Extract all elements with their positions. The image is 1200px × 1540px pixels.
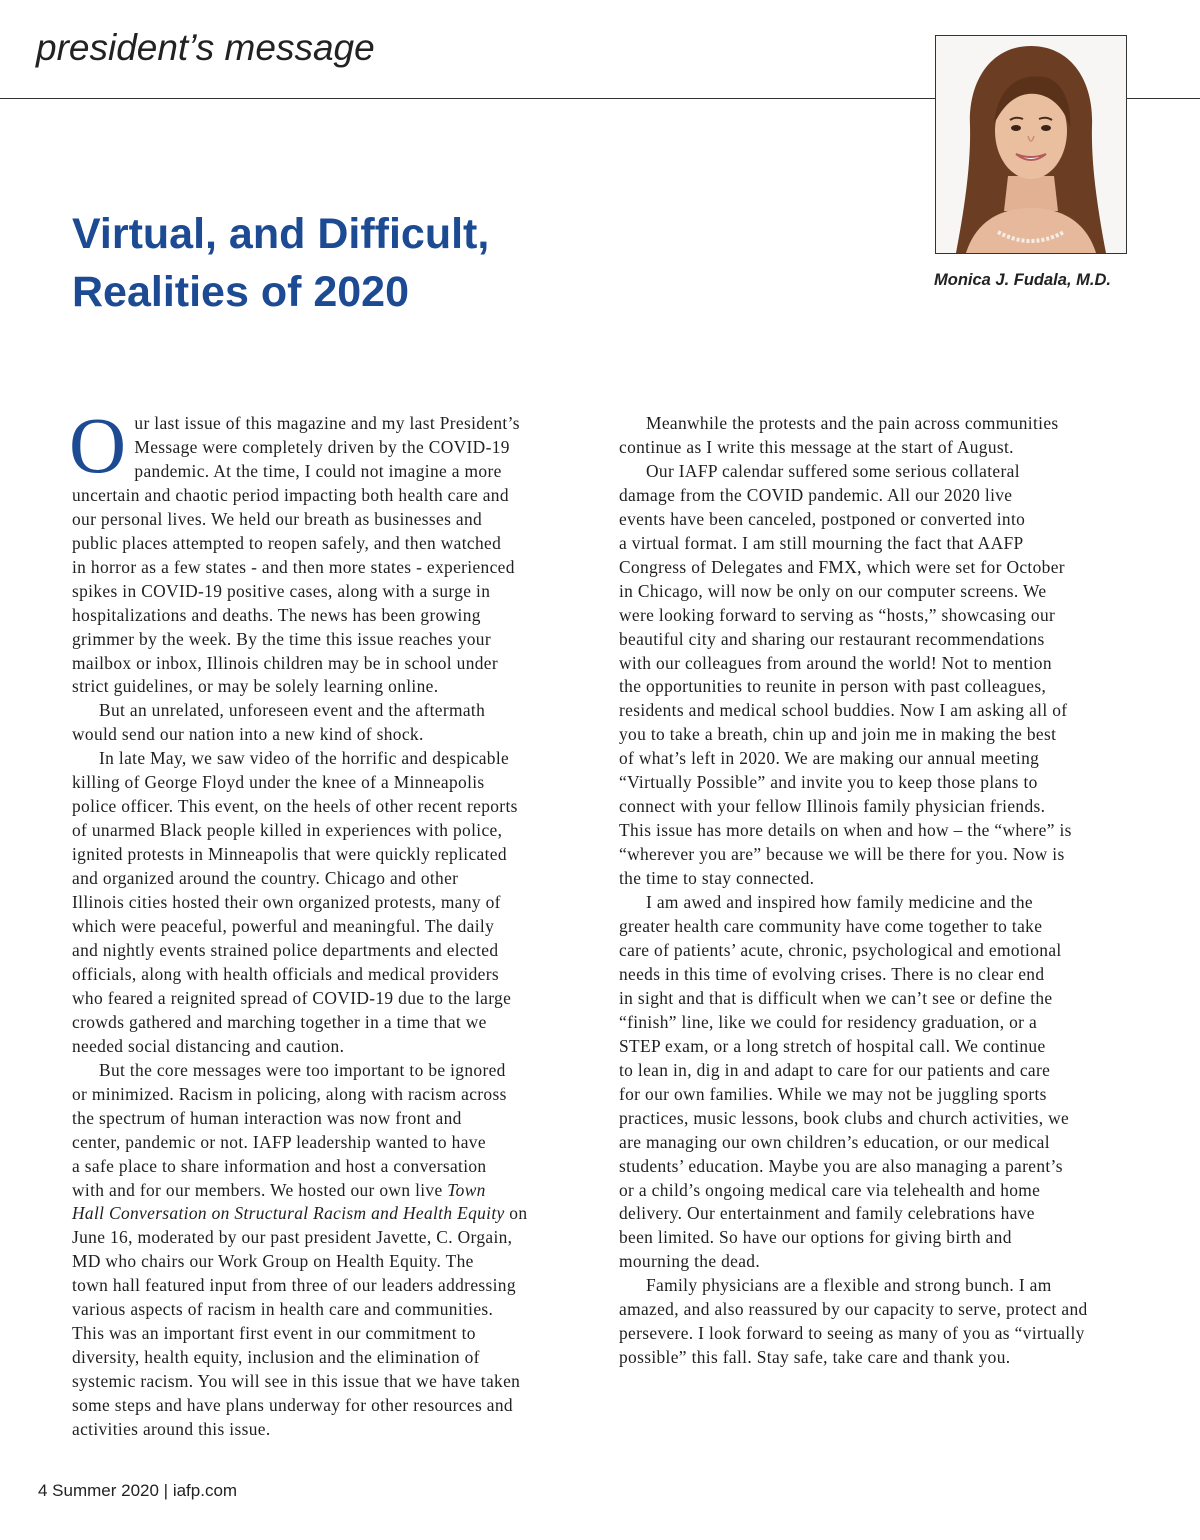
paragraph-7: I am awed and inspired how family medicine and the greater health care community have come together to take care of patients’ acute, chronic, psychological and emotional needs in this time of evolving crises. There is no clear end in sight and that is difficult when we can’t see or define the “finish” line, like we could for residency graduation, or a STEP exam, or a long stretch of hospital call. We continue to lean in, dig in and adapt to care for our patients and care for our own families. While we may not be juggling sports practices, music lessons, book clubs and church activities, we are managing our own children’s education, or our medical students’ education. Maybe you are also managing a parent’s or a child’s ongoing medical care via telehealth and home delivery. Our entertainment and family celebrations have been limited. So have our options for giving birth and mourning the dead. (619, 892, 1070, 1272)
paragraph-1: O ur last issue of this magazine and my last President’s Message were completely driven by the COVID-19 pandemic. At the time, I could not imagine a more uncertain and chaotic period impacting both health care and our personal lives. We held our breath as businesses and public places attempted to reopen safely, and then watched in horror as a few states - and then more states - experienced spikes in COVID-19 positive cases, along with a surge in hospitalizations and deaths. The news has been growing grimmer by the week. By the time this issue reaches your mailbox or inbox, Illinois children may be in school under strict guidelines, or may be solely learning online. (69, 403, 520, 697)
paragraph-3: In late May, we saw video of the horrific and despicable killing of George Floyd under the knee of a Minneapolis police officer. This event, on the heels of other recent reports of unarmed Black people killed in experiences with police, ignited protests in Minneapolis that were quickly replicated and organized around the country. Chicago and other Illinois cities hosted their own organized protests, many of which were peaceful, powerful and meaningful. The daily and nightly events strained police departments and elected officials, along with health officials and medical providers who feared a reignited spread of COVID-19 due to the large crowds gathered and marching together in a time that we needed social distancing and caution. (72, 748, 518, 1056)
town-hall-title: Town (447, 1179, 486, 1200)
title-line-1: Virtual, and Difficult, (72, 210, 490, 258)
title-line-2: Realities of 2020 (72, 268, 410, 316)
paragraph-5: Meanwhile the protests and the pain across communities continue as I write this message at the start of August. (619, 413, 1059, 457)
paragraph-6: Our IAFP calendar suffered some serious collateral damage from the COVID pandemic. All our 2020 live events have been canceled, postponed or converted into a virtual format. I am still mourning the fact that AAFP Congress of Delegates and FMX, which were set for October in Chicago, will now be only on our computer screens. We were looking forward to serving as “hosts,” showcasing our beautiful city and sharing our restaurant recommendations with our colleagues from around the world! Not to mention the opportunities to reunite in person with past colleagues, residents and medical school buddies. Now I am asking all of you to take a breath, chin up and join me in making the best of what’s left in 2020. We are making our annual meeting “Virtually Possible” and invite you to keep those plans to connect with your fellow Illinois family physician friends. This issue has more details on when and how – the “where” is “wherever you are” because we will be there for you. Now is the time to stay connected. (619, 460, 1072, 889)
town-hall-title-cont: Hall Conversation on Structural Racism and Health Equity (72, 1203, 505, 1224)
article-column-left (69, 403, 587, 1442)
author-photo (935, 35, 1127, 254)
paragraph-8: Family physicians are a flexible and strong bunch. I am amazed, and also reassured by our capacity to serve, protect and persevere. I look forward to seeing as many of you as “virtually possible” this fall. Stay safe, take care and thank you. (619, 1275, 1088, 1368)
drop-cap: O (69, 403, 127, 490)
article-column-right (619, 412, 1134, 1370)
author-portrait-illustration (936, 36, 1126, 253)
page-footer: 4 Summer 2020 | iafp.com (38, 1481, 238, 1500)
author-name: Monica J. Fudala, M.D. (934, 271, 1111, 289)
paragraph-4: But the core messages were too important to be ignored or minimized. Racism in policing, along with racism across the spectrum of human interaction was now front and center, pandemic or not. IAFP leadership wanted to have a safe place to share information and host a conversation with and for our members. We hosted our own live Town Hall Conversation on Structural Racism and Health Equity on June 16, moderated by our past president Javette, C. Orgain, MD who chairs our Work Group on Health Equity. The town hall featured input from three of our leaders addressing various aspects of racism in health care and communities. This was an important first event in our commitment to diversity, health equity, inclusion and the elimination of systemic racism. You will see in this issue that we have taken some steps and have plans underway for other resources and activities around this issue. (72, 1059, 528, 1440)
section-label: president’s message (36, 27, 375, 68)
article-title (72, 205, 772, 321)
paragraph-2: But an unrelated, unforeseen event and the aftermath would send our nation into a new kind of shock. (72, 700, 486, 745)
